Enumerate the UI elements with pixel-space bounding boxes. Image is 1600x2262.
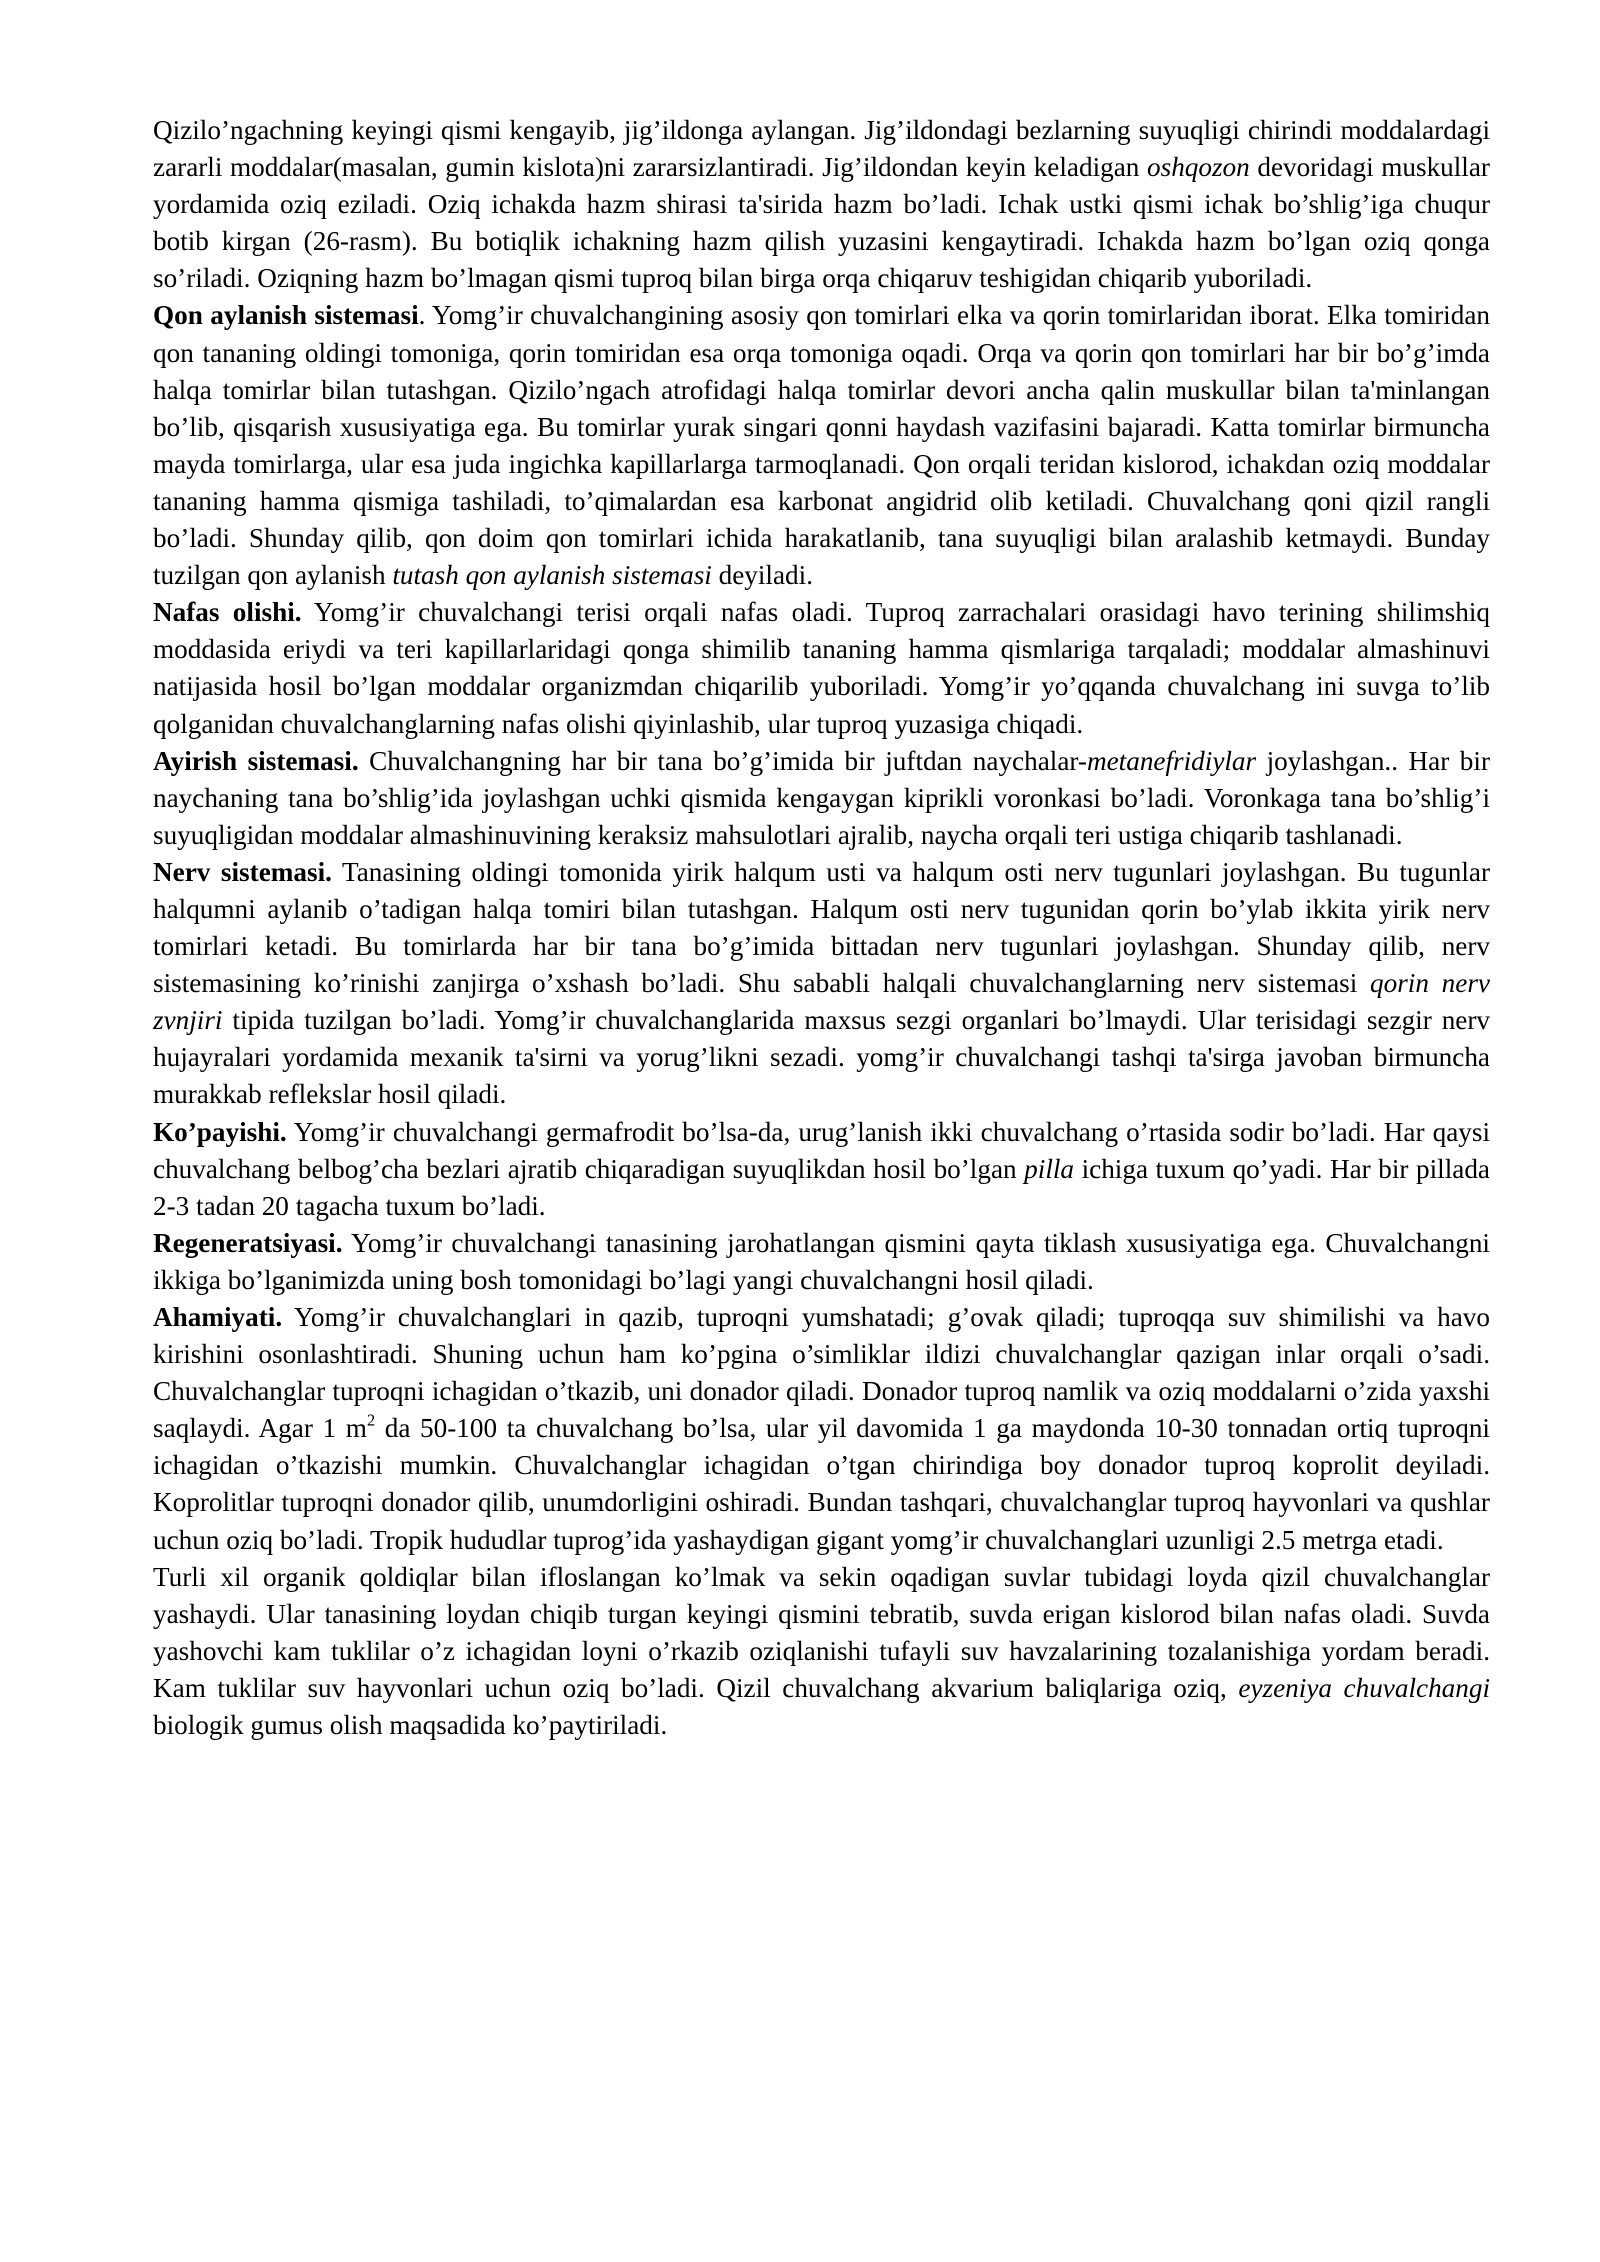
superscript: 2 bbox=[366, 1410, 376, 1430]
text: Yomg’ir chuvalchangi terisi orqali nafas oladi. Tuproq zarrachalari orasidagi havo terining shilimshiq moddasida eriydi va teri kapillarlaridagi qonga shimilib tananing hamma qismlariga tarqaladi; moddalar almashinuvi natijasida hosil bo’lgan moddalar organizmdan chiqarilib yuboriladi. Yomg’ir yo’qqanda chuvalchang ini suvga to’lib qolganidan chuvalchanglarning nafas olishi qiyinlashib, ular tuproq yuzasiga chiqadi. bbox=[153, 597, 1491, 739]
section-heading: Nafas olishi. bbox=[153, 597, 302, 628]
text: Turli xil organik qoldiqlar bilan ifloslangan ko’lmak va sekin oqadigan suvlar tubidagi loyda qizil chuvalchanglar yashaydi. Ular tanasining loydan chiqib turgan keyingi qismini tebratib, suvda erigan kislorod bilan nafas oladi. Suvda yashovchi kam tuklilar o’z ichagidan loyni o’rkazib oziqlanishi tufayli suv havzalarining tozalanishiga yordam beradi. Kam tuklilar suv hayvonlari uchun oziq bo’ladi. Qizil chuvalchang akvarium baliqlariga oziq, bbox=[153, 1561, 1490, 1703]
paragraph-regeneration bbox=[153, 1225, 1490, 1299]
text: deyiladi. bbox=[711, 560, 813, 591]
text: Yomg’ir chuvalchangi tanasining jarohatlangan qismini qayta tiklash xususiyatiga ega. Chuvalchangni ikkiga bo’lganimizda uning bosh tomonidagi bo’lagi yangi chuvalchangni hosil qiladi. bbox=[153, 1227, 1490, 1295]
text: biologik gumus olish maqsadida ko’paytiriladi. bbox=[153, 1710, 668, 1741]
section-heading: Ko’payishi. bbox=[153, 1116, 287, 1147]
document-page bbox=[153, 112, 1490, 1744]
text: Chuvalchangning har bir tana bo’g’imida bir juftdan naychalar- bbox=[358, 745, 1087, 776]
text: joylashgan.. Har bir naychaning tana bo’shlig’ida joylashgan uchki qismida kengaygan kiprikli voronkasi bo’ladi. Voronkaga tana bo’shlig’i suyuqligidan moddalar almashinuvining keraksiz mahsulotlari ajralib, naycha orqali teri ustiga chiqarib tashlanadi. bbox=[153, 745, 1491, 850]
text: tipida tuzilgan bo’ladi. Yomg’ir chuvalchanglarida maxsus sezgi organlari bo’lmaydi. Ular terisidagi sezgir nerv hujayralari yordamida mexanik ta'sirni va yorug’likni sezadi. yomg’ir chuvalchangi tashqi ta'sirga javoban birmuncha murakkab reflekslar hosil qiladi. bbox=[153, 1005, 1490, 1110]
italic-term: tutash qon aylanish sistemasi bbox=[392, 560, 712, 591]
italic-term: pilla bbox=[1024, 1153, 1075, 1184]
section-heading: Regeneratsiyasi. bbox=[153, 1227, 343, 1258]
text: Yomg’ir chuvalchanglari in qazib, tuproqni yumshatadi; g’ovak qiladi; tuproqqa suv shimilishi va havo kirishini osonlashtiradi. Shuning uchun ham ko’pgina o’simliklar ildizi chuvalchanglar qazigan inlar orqali o’sadi. Chuvalchanglar tuproqni ichagidan o’tkazib, uni donador qiladi. Donador tuproq namlik va oziq moddalarni o’zida yaxshi saqlaydi. Agar 1 m bbox=[153, 1302, 1490, 1444]
text: da 50-100 ta chuvalchang bo’lsa, ular yil davomida 1 ga maydonda 10-30 tonnadan ortiq tuproqni ichagidan o’tkazishi mumkin. Chuvalchanglar ichagidan o’tgan chirindiga boy donador tuproq koprolit deyiladi. Koprolitlar tuproqni donador qilib, unumdorligini oshiradi. Bundan tashqari, chuvalchanglar tuproq hayvonlari va qushlar uchun oziq bo’ladi. Tropik hududlar tuprog’ida yashaydigan gigant yomg’ir chuvalchanglari uzunligi 2.5 metrga etadi. bbox=[153, 1413, 1490, 1555]
text: devoridagi muskullar yordamida oziq eziladi. Oziq ichakda hazm shirasi ta'sirida hazm bo’ladi. Ichak ustki qismi ichak bo’shlig’iga chuqur botib kirgan (26-rasm). Bu botiqlik ichakning hazm qilish yuzasini kengaytiradi. Ichakda hazm bo’lgan oziq qonga so’riladi. Oziqning hazm bo’lmagan qismi tuproq bilan birga orqa chiqaruv teshigidan chiqarib yuboriladi. bbox=[153, 152, 1490, 294]
paragraph-circulatory-system bbox=[153, 297, 1490, 594]
text: Yomg’ir chuvalchangi germafrodit bo’lsa-da, urug’lanish ikki chuvalchang o’rtasida sodir bo’ladi. Har qaysi chuvalchang belbog’cha bezlari ajratib chiqaradigan suyuqlikdan hosil bo’lgan bbox=[153, 1116, 1490, 1184]
italic-term: eyzeniya chuvalchangi bbox=[1238, 1672, 1490, 1703]
text: ichiga tuxum qo’yadi. Har bir pillada 2-3 tadan 20 tagacha tuxum bo’ladi. bbox=[153, 1153, 1491, 1221]
section-heading: Ayirish sistemasi. bbox=[153, 745, 359, 776]
text: Tanasining oldingi tomonida yirik halqum usti va halqum osti nerv tugunlari joylashgan. Bu tugunlar halqumni aylanib o’tadigan halqa tomiri bilan tutashgan. Halqum osti nerv tugunidan qorin bo’ylab ikkita yirik nerv tomirlari ketadi. Bu tomirlarda har bir tana bo’g’imida bittadan nerv tugunlari joylashgan. Shunday qilib, nerv sistemasining ko’rinishi zanjirga o’xshash bo’ladi. Shu sababli halqali chuvalchanglarning nerv sistemasi bbox=[153, 856, 1490, 999]
section-heading: Ahamiyati. bbox=[153, 1302, 283, 1332]
paragraph-importance bbox=[153, 1299, 1490, 1559]
paragraph-aquatic-worms bbox=[153, 1559, 1490, 1744]
section-heading: Nerv sistemasi. bbox=[153, 856, 332, 887]
section-heading: Qon aylanish sistemasi bbox=[153, 300, 419, 331]
paragraph-excretory-system bbox=[153, 743, 1490, 854]
text: . Yomg’ir chuvalchangining asosiy qon tomirlari elka va qorin tomirlaridan iborat. Elka tomiridan qon tananing oldingi tomoniga, qorin tomiridan esa orqa tomoniga oqadi. Orqa va qorin qon tomirlari har bir bo’g’imda halqa tomirlar bilan tutashgan. Qizilo’ngach atrofidagi halqa tomirlar devori ancha qalin muskullar bilan ta'minlangan bo’lib, qisqarish xususiyatiga ega. Bu tomirlar yurak singari qonni haydash vazifasini bajaradi. Katta tomirlar birmuncha mayda tomirlarga, ular esa juda ingichka kapillarlarga tarmoqlanadi. Qon orqali teridan kislorod, ichakdan oziq moddalar tananing hamma qismiga tashiladi, to’qimalardan esa karbonat angidrid olib ketiladi. Chuvalchang qoni qizil rangli bo’ladi. Shunday qilib, qon doim qon tomirlari ichida harakatlanib, tana suyuqligi bilan aralashib ketmaydi. Bunday tuzilgan qon aylanish bbox=[153, 300, 1490, 591]
italic-term: oshqozon bbox=[1147, 152, 1250, 183]
italic-term: metanefridiylar bbox=[1086, 745, 1257, 776]
paragraph-digestion bbox=[153, 112, 1490, 297]
italic-term: qorin nerv zvnjiri bbox=[153, 968, 1490, 1036]
text: Qizilo’ngachning keyingi qismi kengayib, jig’ildonga aylangan. Jig’ildondagi bezlarning suyuqligi chirindi moddalardagi zararli moddalar(masalan, gumin kislota)ni zararsizlantiradi. Jig’ildondan keyin keladigan bbox=[153, 115, 1490, 183]
paragraph-respiration bbox=[153, 594, 1490, 742]
paragraph-nervous-system bbox=[153, 854, 1490, 1114]
paragraph-reproduction bbox=[153, 1114, 1490, 1225]
